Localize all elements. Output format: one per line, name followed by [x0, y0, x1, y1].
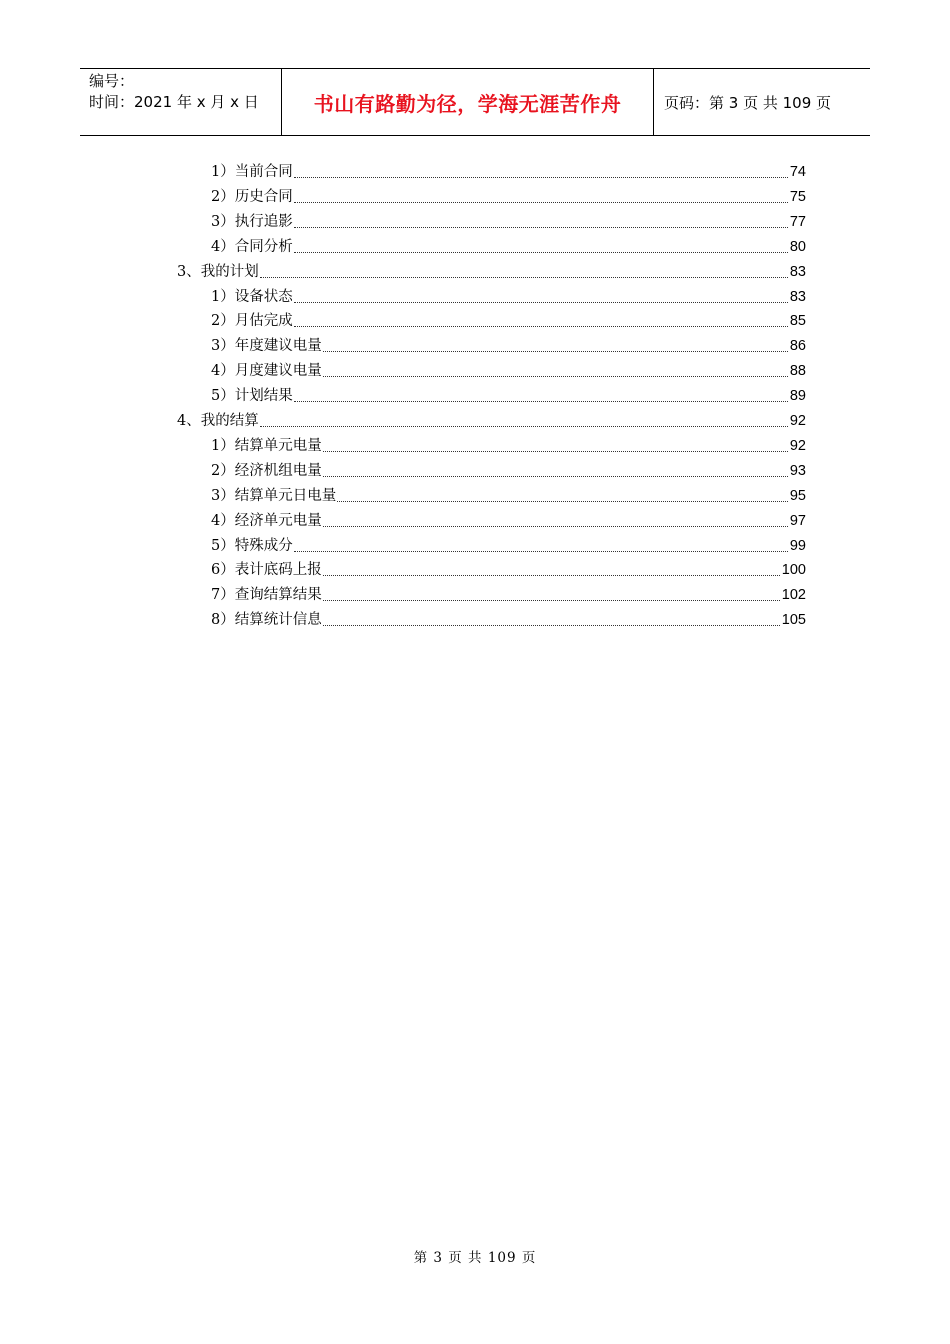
toc-dot-leader [294, 177, 788, 178]
toc-dot-leader [294, 202, 788, 203]
toc-entry-page-number: 75 [789, 188, 806, 205]
toc-entry[interactable] [211, 606, 806, 630]
toc-entry-label: 2）月估完成 [211, 313, 293, 330]
toc-entry-label: 8）结算统计信息 [211, 612, 322, 629]
toc-entry[interactable] [211, 208, 806, 232]
toc-entry-label: 2）历史合同 [211, 188, 293, 205]
toc-entry[interactable] [211, 457, 806, 481]
toc-dot-leader [323, 600, 780, 601]
toc-entry-label: 4）月度建议电量 [211, 363, 322, 380]
document-number-label: 编号： [89, 72, 135, 90]
toc-entry-page-number: 86 [789, 338, 806, 355]
toc-dot-leader [323, 476, 788, 477]
toc-entry[interactable] [211, 283, 806, 307]
toc-entry-page-number: 92 [789, 413, 806, 429]
toc-entry[interactable] [177, 407, 806, 431]
toc-dot-leader [260, 277, 788, 278]
toc-entry[interactable] [211, 233, 806, 257]
toc-entry-page-number: 74 [789, 164, 806, 180]
toc-dot-leader [323, 526, 788, 527]
toc-entry[interactable] [211, 432, 806, 456]
toc-entry-label: 1）设备状态 [211, 288, 293, 305]
toc-entry[interactable] [211, 382, 806, 406]
toc-entry-label: 3）结算单元日电量 [211, 487, 337, 504]
toc-entry-page-number: 89 [789, 388, 806, 405]
header-motto: 书山有路勤为径，学海无涯苦作舟 [281, 69, 654, 135]
toc-entry-page-number: 92 [789, 437, 806, 454]
toc-entry-page-number: 83 [789, 288, 806, 305]
toc-entry-label: 4）经济单元电量 [211, 512, 322, 529]
toc-entry-label: 1）当前合同 [211, 164, 293, 180]
toc-entry-page-number: 93 [789, 462, 806, 479]
toc-entry-label: 3）年度建议电量 [211, 338, 322, 355]
header-page-info: 页码：第 3 页 共 109 页 [664, 93, 832, 112]
toc-dot-leader [260, 426, 788, 427]
toc-entry-page-number: 102 [781, 587, 806, 604]
toc-dot-leader [323, 451, 788, 452]
toc-entry[interactable] [211, 183, 806, 207]
toc-entry-page-number: 85 [789, 313, 806, 330]
toc-entry-label: 5）计划结果 [211, 388, 293, 405]
toc-dot-leader [294, 551, 788, 552]
toc-entry[interactable] [211, 507, 806, 531]
toc-entry-page-number: 80 [789, 238, 806, 255]
toc-entry[interactable] [211, 332, 806, 356]
toc-dot-leader [294, 302, 788, 303]
toc-entry[interactable] [211, 357, 806, 381]
toc-entry[interactable] [211, 556, 806, 580]
toc-entry[interactable] [211, 307, 806, 331]
toc-entry-label: 6）表计底码上报 [211, 562, 322, 579]
header-left-cell [80, 69, 281, 135]
document-time-label: 时间：2021 年 x 月 x 日 [89, 93, 259, 111]
toc-entry[interactable] [211, 532, 806, 556]
toc-entry-page-number: 100 [781, 562, 806, 579]
toc-entry-label: 4）合同分析 [211, 238, 293, 255]
toc-entry-label: 3）执行追影 [211, 213, 293, 230]
toc-dot-leader [294, 326, 788, 327]
toc-entry[interactable] [211, 581, 806, 605]
toc-entry-label: 5）特殊成分 [211, 537, 293, 554]
toc-entry-label: 3、我的计划 [177, 263, 259, 280]
toc-entry[interactable] [177, 258, 806, 282]
toc-entry-label: 7）查询结算结果 [211, 587, 322, 604]
toc-entry-label: 4、我的结算 [177, 413, 259, 429]
toc-dot-leader [323, 376, 788, 377]
toc-entry-page-number: 88 [789, 363, 806, 380]
toc-entry-page-number: 77 [789, 213, 806, 230]
toc-dot-leader [294, 252, 788, 253]
toc-entry-page-number: 95 [789, 487, 806, 504]
page-footer: 第 3 页 共 109 页 [413, 1250, 537, 1266]
page-header [80, 68, 870, 136]
toc-entry-page-number: 97 [789, 512, 806, 529]
toc-entry-page-number: 83 [789, 263, 806, 280]
toc-entry-page-number: 105 [781, 612, 806, 629]
toc-dot-leader [323, 351, 788, 352]
toc-entry-page-number: 99 [789, 537, 806, 554]
toc-entry-label: 2）经济机组电量 [211, 462, 322, 479]
toc-entry[interactable] [211, 158, 806, 182]
toc-dot-leader [294, 401, 788, 402]
toc-dot-leader [323, 575, 780, 576]
toc-dot-leader [323, 625, 780, 626]
toc-dot-leader [337, 501, 788, 502]
toc-entry[interactable] [211, 482, 806, 506]
toc-dot-leader [294, 227, 788, 228]
toc-entry-label: 1）结算单元电量 [211, 437, 322, 454]
